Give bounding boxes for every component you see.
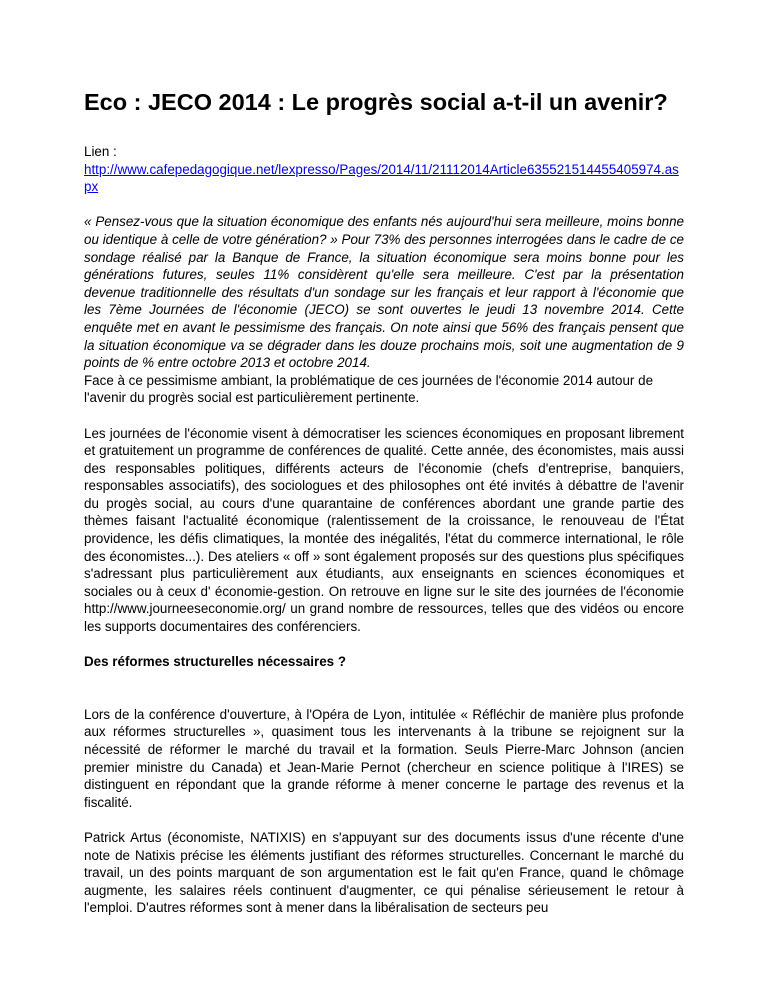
page-title: Eco : JECO 2014 : Le progrès social a-t-il un avenir?: [84, 89, 668, 115]
spacer: [84, 636, 684, 654]
spacer: [84, 407, 684, 425]
section-heading: Des réformes structurelles nécessaires ?: [84, 654, 347, 670]
spacer: [84, 671, 684, 706]
journees-paragraph: Les journées de l'économie visent à démocratiser les sciences économiques en proposant librement et gratuitement un programme de conférences de qualité. Cette année, des économistes, mais aussi des responsables politiques, différents acteurs de l'économie (chefs d'entreprise, banquiers, responsables associatifs), des sociologues et des philosophes ont été invités à débattre de l'avenir du progès social, au cours d'une quarantaine de conférences abordant une grande partie des thèmes faisant l'actualité économique (ralentissement de la croissance, le renouveau de l'État providence, les défis climatiques, la montée des inégalités, l'état du commerce international, le rôle des économistes...). Des ateliers « off » sont également proposés sur des questions plus spécifiques s'adressant plus particulièrement aux étudiants, aux enseignants en sciences économiques et sociales ou à ceux d' économie-gestion. On retrouve en ligne sur le site des journées de l'économie http://www.journeeseconomie.org/ un grand nombre de ressources, telles que des vidéos ou encore les supports documentaires des conférenciers.: [84, 425, 684, 635]
intro-quote-paragraph: « Pensez-vous que la situation économique des enfants nés aujourd'hui sera meilleure, moins bonne ou identique à celle de votre génération? » Pour 73% des personnes interrogées dans le cadre de ce sondage réalisé par la Banque de France, la situation économique sera moins bonne pour les générations futures, seules 11% considèrent qu'elle sera meilleure. C'est par la présentation devenue traditionnelle des résultats d'un sondage sur les français et leur rapport à l'économie que les 7ème Journées de l'économie (JECO) se sont ouvertes le jeudi 13 novembre 2014. Cette enquête met en avant le pessimisme des français. On note ainsi que 56% des français pensent que la situation économique va se dégrader dans les douze prochains mois, soit une augmentation de 9 points de % entre octobre 2013 et octobre 2014.: [84, 214, 684, 371]
opening-conference-paragraph: Lors de la conférence d'ouverture, à l'Opéra de Lyon, intitulée « Réfléchir de manière plus profonde aux réformes structurelles », quasiment tous les intervenants à la tribune se rejoignent sur la nécessité de réformer le marché du travail et la formation. Seuls Pierre-Marc Johnson (ancien premier ministre du Canada) et Jean-Marie Pernot (chercheur en science politique à l'IRES) se distinguent en répondant que la grande réforme à mener concerne le partage des revenus et la fiscalité.: [84, 706, 684, 810]
document-content: [84, 88, 684, 917]
source-link-block: [84, 143, 684, 196]
artus-paragraph: Patrick Artus (économiste, NATIXIS) en s'appuyant sur des documents issus d'une récente d'une note de Natixis précise les éléments justifiant des réformes structurelles. Concernant le marché du travail, un des points marquant de son argumentation est le fait qu'en France, quand le chômage augmente, les salaires réels continuent d'augmenter, ce qui pénalise sérieusement le retour à l'emploi. D'autres réformes sont à mener dans la libéralisation de secteurs peu: [84, 829, 684, 916]
link-label: Lien :: [84, 144, 117, 159]
source-link[interactable]: http://www.cafepedagogique.net/lexpresso/Pages/2014/11/21112014Article635521514455405974.aspx: [84, 161, 679, 195]
spacer: [84, 811, 684, 829]
intro-followup-paragraph: Face à ce pessimisme ambiant, la problématique de ces journées de l'économie 2014 autour de l'avenir du progrès social est particulièrement pertinente.: [84, 372, 654, 406]
